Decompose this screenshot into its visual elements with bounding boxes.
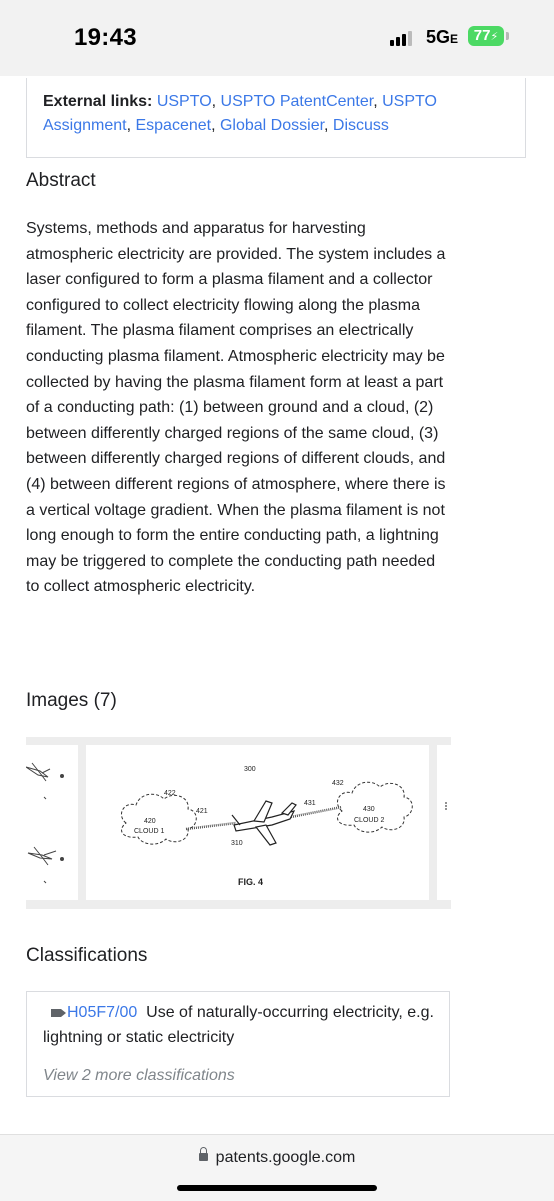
classifications-heading: Classifications: [26, 945, 148, 966]
link-discuss[interactable]: Discuss: [332, 117, 389, 134]
classification-item: [43, 1000, 443, 1050]
cloud-2-shape: [337, 782, 412, 832]
fig-cloud-1: CLOUD 1: [134, 828, 165, 835]
external-links-label: External links:: [43, 93, 153, 110]
battery-icon: 77⚡: [468, 26, 504, 46]
fig-ref-431: 431: [304, 800, 316, 807]
lock-icon: [199, 1153, 208, 1161]
aircraft-drawing-icon: [26, 745, 78, 900]
patent-image-thumbnail-previous[interactable]: [26, 745, 78, 900]
dotted-drawing-icon: [437, 745, 451, 900]
images-carousel[interactable]: [26, 737, 451, 909]
link-espacenet[interactable]: Espacenet: [135, 117, 212, 134]
cellular-signal-icon: [390, 32, 416, 46]
fig-ref-430: 430: [363, 806, 375, 813]
fig-label: FIG. 4: [238, 877, 264, 887]
status-bar: [0, 0, 554, 76]
link-uspto-patentcenter[interactable]: USPTO PatentCenter: [220, 93, 374, 110]
abstract-heading: Abstract: [26, 170, 96, 191]
link-uspto[interactable]: USPTO: [156, 93, 212, 110]
battery-cap: [506, 32, 509, 40]
link-global-dossier[interactable]: Global Dossier: [219, 117, 325, 134]
patent-image-thumbnail-next[interactable]: [437, 745, 451, 900]
classifications-card: [26, 991, 450, 1097]
aircraft-drawing: [232, 801, 296, 845]
plasma-filament-2: [291, 807, 342, 817]
plasma-filament-1: [186, 823, 236, 829]
fig4-drawing: [86, 745, 429, 900]
fig-ref-422: 422: [164, 790, 176, 797]
fig-ref-300: 300: [244, 766, 256, 773]
status-time: 19:43: [74, 24, 137, 51]
classification-description: Use of naturally-occurring electricity, e.g. lightning or static electricity: [43, 1004, 434, 1046]
external-links: External links: USPTO, USPTO PatentCenter, USPTO Assignment, Espacenet, Global Dossier, Discuss: [43, 93, 437, 134]
patent-image-fig4[interactable]: [86, 745, 429, 900]
fig-ref-432: 432: [332, 780, 344, 787]
fig-ref-420: 420: [144, 818, 156, 825]
fig-ref-421: 421: [196, 808, 208, 815]
browser-address-bar[interactable]: [0, 1134, 554, 1201]
view-more-classifications[interactable]: View 2 more classifications: [43, 1067, 235, 1084]
link-uspto-assignment[interactable]: USPTO Assignment: [43, 93, 437, 134]
images-heading: Images (7): [26, 690, 117, 711]
url-display[interactable]: [0, 1149, 554, 1167]
battery-level: 77: [473, 27, 491, 44]
external-links-card: [26, 78, 526, 158]
classification-code-link[interactable]: H05F7/00: [67, 1004, 138, 1021]
cloud-1-shape: [121, 794, 196, 844]
home-indicator[interactable]: [177, 1185, 377, 1191]
abstract-text: Systems, methods and apparatus for harvesting atmospheric electricity are provided. The system includes a laser configured to form a plasma filament and a collector configured to collect electricity flowing along the plasma filament. The plasma filament comprises an electrically conducting plasma filament. Atmospheric electricity may be collected by having the plasma filament form at least a part of a conducting path: (1) between ground and a cloud, (2) between differently charged regions of the same cloud, (3) between differently charged regions of different clouds, and (4) between different regions of atmosphere, where there is a vertical voltage gradient. When the plasma filament is not long enough to form the entire conducting path, a lightning may be triggered to complete the conducting path needed to collect atmospheric electricity.: [26, 220, 446, 596]
network-type: 5GE: [426, 27, 459, 47]
fig-ref-310: 310: [231, 840, 243, 847]
fig-cloud-2: CLOUD 2: [354, 817, 385, 824]
url-text: patents.google.com: [215, 1149, 356, 1166]
